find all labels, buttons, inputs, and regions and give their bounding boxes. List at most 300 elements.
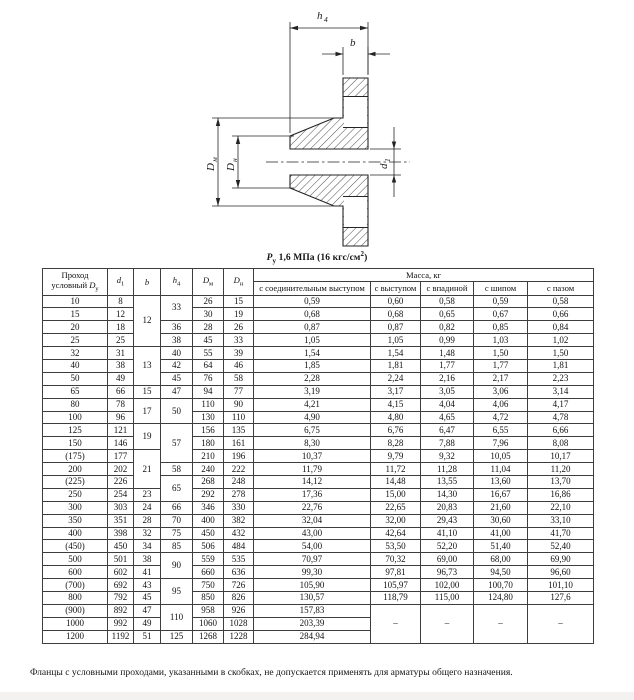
table-cell: 226 <box>108 475 134 488</box>
table-cell: 15 <box>43 308 108 321</box>
table-cell: 16,67 <box>474 488 528 501</box>
table-cell: 19 <box>134 424 161 450</box>
table-cell: 54,00 <box>254 540 371 553</box>
bolt-hole-upper <box>344 97 367 127</box>
table-cell: 6,66 <box>528 424 594 437</box>
table-cell: 125 <box>43 424 108 437</box>
table-cell: 0,67 <box>474 308 528 321</box>
table-cell: 58 <box>224 372 254 385</box>
table-cell: 500 <box>43 553 108 566</box>
table-cell: 69,90 <box>528 553 594 566</box>
table-cell: 792 <box>108 592 134 605</box>
table-row <box>43 604 594 617</box>
table-cell: 1228 <box>224 630 254 643</box>
table-cell: 826 <box>224 592 254 605</box>
table-cell: 85 <box>161 540 193 553</box>
table-cell: 45 <box>193 334 224 347</box>
table-cell: 125 <box>161 630 193 643</box>
table-cell: 105,90 <box>254 579 371 592</box>
table-cell: 68,00 <box>474 553 528 566</box>
table-cell: 3,14 <box>528 385 594 398</box>
table-cell: (900) <box>43 604 108 617</box>
table-cell: 42 <box>161 359 193 372</box>
table-cell: 3,05 <box>421 385 474 398</box>
table-cell: 30 <box>193 308 224 321</box>
table-cell: 41,70 <box>528 527 594 540</box>
table-cell: 351 <box>108 514 134 527</box>
table-cell: 100 <box>43 411 108 424</box>
col-header-mass-spigot: с шипом <box>474 282 528 295</box>
table-cell: 4,65 <box>421 411 474 424</box>
col-header-d1: $d_1$ <box>108 269 134 296</box>
table-cell: 16,86 <box>528 488 594 501</box>
table-cell: 95 <box>161 579 193 605</box>
table-cell: 800 <box>43 592 108 605</box>
table-cell: 156 <box>193 424 224 437</box>
table-cell: 177 <box>108 450 134 463</box>
table-cell: – <box>371 604 421 643</box>
table-cell: 2,28 <box>254 372 371 385</box>
table-cell: 240 <box>193 463 224 476</box>
table-cell: 0,59 <box>254 295 371 308</box>
table-cell: 130,57 <box>254 592 371 605</box>
table-cell: 4,78 <box>528 411 594 424</box>
table-cell: 2,17 <box>474 372 528 385</box>
table-cell: 46 <box>224 359 254 372</box>
table-cell: 31 <box>108 347 134 360</box>
table-cell: 7,96 <box>474 437 528 450</box>
table-cell: 292 <box>193 488 224 501</box>
table-row <box>43 553 594 566</box>
table-cell: 660 <box>193 566 224 579</box>
table-cell: 0,68 <box>254 308 371 321</box>
table-cell: 36 <box>161 321 193 334</box>
col-header-h4: $h_4$ <box>161 269 193 296</box>
table-cell: 9,79 <box>371 450 421 463</box>
table-cell: 1,02 <box>528 334 594 347</box>
table-cell: 110 <box>224 411 254 424</box>
flange-table <box>42 268 594 644</box>
table-cell: 65 <box>43 385 108 398</box>
table-cell: 1200 <box>43 630 108 643</box>
table-cell: 20,83 <box>421 501 474 514</box>
table-cell: (175) <box>43 450 108 463</box>
table-cell: 0,58 <box>528 295 594 308</box>
table-cell: 2,23 <box>528 372 594 385</box>
table-cell: 94,50 <box>474 566 528 579</box>
table-cell: 12 <box>108 308 134 321</box>
table-cell: 1,54 <box>254 347 371 360</box>
table-cell: 105,97 <box>371 579 421 592</box>
table-cell: 0,60 <box>371 295 421 308</box>
table-cell: 8,08 <box>528 437 594 450</box>
table-cell: (700) <box>43 579 108 592</box>
table-cell: 4,06 <box>474 398 528 411</box>
table-cell: 2,24 <box>371 372 421 385</box>
table-cell: 42,64 <box>371 527 421 540</box>
svg-text:h: h <box>317 10 323 22</box>
dim-dn <box>225 136 294 188</box>
table-cell: 6,75 <box>254 424 371 437</box>
table-cell: 0,58 <box>421 295 474 308</box>
table-cell: 484 <box>224 540 254 553</box>
table-row <box>43 347 594 360</box>
pressure-caption: $P_у$ 1,6 МПа (16 кгс/$см^2$) <box>266 250 368 266</box>
table-cell: 50 <box>161 398 193 424</box>
table-cell: 13,60 <box>474 475 528 488</box>
table-cell: 1,48 <box>421 347 474 360</box>
table-row <box>43 411 594 424</box>
table-cell: 65 <box>161 475 193 501</box>
caption-symbol: P <box>266 253 273 264</box>
table-cell: 25 <box>43 334 108 347</box>
flange-drawing <box>0 0 634 250</box>
col-header-mass-joint: с соединительным выступом <box>254 282 371 295</box>
table-cell: 4,04 <box>421 398 474 411</box>
table-cell: 559 <box>193 553 224 566</box>
table-cell: 96,73 <box>421 566 474 579</box>
table-cell: 10 <box>43 295 108 308</box>
table-cell: 49 <box>108 372 134 385</box>
table-row <box>43 359 594 372</box>
table-cell: 17,36 <box>254 488 371 501</box>
table-cell: 96,60 <box>528 566 594 579</box>
table-cell: 450 <box>193 527 224 540</box>
table-cell: 0,99 <box>421 334 474 347</box>
table-cell: 4,80 <box>371 411 421 424</box>
table-cell: 22,10 <box>528 501 594 514</box>
table-cell: 1,05 <box>371 334 421 347</box>
table-row <box>43 295 594 308</box>
table-cell: 210 <box>193 450 224 463</box>
table-cell: 6,76 <box>371 424 421 437</box>
table-cell: 50 <box>43 372 108 385</box>
table-cell: 11,20 <box>528 463 594 476</box>
table-cell: 180 <box>193 437 224 450</box>
table-cell: 602 <box>108 566 134 579</box>
table-cell: 9,32 <box>421 450 474 463</box>
table-cell: 0,59 <box>474 295 528 308</box>
table-body <box>43 295 594 643</box>
col-header-dy: Проход условный $D_у$ <box>43 269 108 296</box>
table-cell: 1,54 <box>371 347 421 360</box>
table-cell: 55 <box>193 347 224 360</box>
table-cell: 4,15 <box>371 398 421 411</box>
table-cell: 3,06 <box>474 385 528 398</box>
table-cell: 14,12 <box>254 475 371 488</box>
table-cell: 58 <box>161 463 193 476</box>
table-cell: 1,03 <box>474 334 528 347</box>
table-cell: 1000 <box>43 617 108 630</box>
table-cell: 4,17 <box>528 398 594 411</box>
table-cell: 11,28 <box>421 463 474 476</box>
table-cell: 161 <box>224 437 254 450</box>
table-cell: 1,77 <box>421 359 474 372</box>
table-row <box>43 463 594 476</box>
table-cell: 52,40 <box>528 540 594 553</box>
table-cell: 90 <box>161 553 193 579</box>
table-cell: 121 <box>108 424 134 437</box>
table-cell: 10,37 <box>254 450 371 463</box>
table-cell: 40 <box>43 359 108 372</box>
table-cell: 13,70 <box>528 475 594 488</box>
table-row <box>43 437 594 450</box>
table-cell: 41,00 <box>474 527 528 540</box>
table-cell: 926 <box>224 604 254 617</box>
table-cell: 39 <box>224 347 254 360</box>
table-cell: 100,70 <box>474 579 528 592</box>
table-cell: 0,82 <box>421 321 474 334</box>
table-cell: 12 <box>134 295 161 347</box>
table-cell: 66 <box>108 385 134 398</box>
table-cell: 51 <box>134 630 161 643</box>
table-cell: 254 <box>108 488 134 501</box>
table-cell: 124,80 <box>474 592 528 605</box>
table-cell: 992 <box>108 617 134 630</box>
table-cell: 33 <box>224 334 254 347</box>
table-cell: 1,05 <box>254 334 371 347</box>
table-cell: 0,85 <box>474 321 528 334</box>
table-cell: 0,68 <box>371 308 421 321</box>
svg-text:D: D <box>225 163 237 171</box>
table-cell: 47 <box>134 604 161 617</box>
table-cell: 278 <box>224 488 254 501</box>
table-cell: 13,55 <box>421 475 474 488</box>
table-cell: 0,87 <box>254 321 371 334</box>
table-cell: 1060 <box>193 617 224 630</box>
table-cell: 34 <box>134 540 161 553</box>
table-cell: 11,72 <box>371 463 421 476</box>
table-cell: 303 <box>108 501 134 514</box>
table-cell: 53,50 <box>371 540 421 553</box>
table-row <box>43 579 594 592</box>
col-header-mass-groove: с впадиной <box>421 282 474 295</box>
table-cell: 400 <box>193 514 224 527</box>
table-cell: 4,21 <box>254 398 371 411</box>
table-cell: 43 <box>134 579 161 592</box>
table-cell: 535 <box>224 553 254 566</box>
table-cell: 32,04 <box>254 514 371 527</box>
flange-drawing-svg <box>0 0 634 250</box>
svg-text:н: н <box>230 158 239 162</box>
table-cell: 52,20 <box>421 540 474 553</box>
table-cell: 636 <box>224 566 254 579</box>
col-header-mass-tongue: с выступом <box>371 282 421 295</box>
table-cell: 0,66 <box>528 308 594 321</box>
table-cell: 45 <box>161 372 193 385</box>
table-cell: 28 <box>134 514 161 527</box>
table-cell: 15 <box>224 295 254 308</box>
table-cell: 0,84 <box>528 321 594 334</box>
table-cell: 958 <box>193 604 224 617</box>
table-row <box>43 566 594 579</box>
table-cell: 75 <box>161 527 193 540</box>
table-cell: 450 <box>108 540 134 553</box>
table-cell: 268 <box>193 475 224 488</box>
svg-text:D: D <box>205 163 217 171</box>
table-cell: 3,19 <box>254 385 371 398</box>
header-row-1 <box>43 269 594 282</box>
table-cell: 22,65 <box>371 501 421 514</box>
table-cell: 127,6 <box>528 592 594 605</box>
col-header-dm: $D_м$ <box>193 269 224 296</box>
table-cell: 29,43 <box>421 514 474 527</box>
table-cell: 202 <box>108 463 134 476</box>
table-cell: 70,97 <box>254 553 371 566</box>
table-cell: 78 <box>108 398 134 411</box>
table-cell: 64 <box>193 359 224 372</box>
table-cell: 248 <box>224 475 254 488</box>
table-row <box>43 372 594 385</box>
table-cell: 26 <box>224 321 254 334</box>
table-cell: 32,00 <box>371 514 421 527</box>
col-header-dn: $D_н$ <box>224 269 254 296</box>
table-cell: 750 <box>193 579 224 592</box>
table-cell: 96 <box>108 411 134 424</box>
table-cell: 8,28 <box>371 437 421 450</box>
table-cell: 17 <box>134 398 161 424</box>
table-cell: – <box>421 604 474 643</box>
table-cell: 14,30 <box>421 488 474 501</box>
table-cell: 43,00 <box>254 527 371 540</box>
table-cell: 692 <box>108 579 134 592</box>
table-cell: 7,88 <box>421 437 474 450</box>
table-cell: 110 <box>161 604 193 630</box>
table-cell: 38 <box>108 359 134 372</box>
table-cell: 284,94 <box>254 630 371 643</box>
table-cell: 76 <box>193 372 224 385</box>
table-cell: 28 <box>193 321 224 334</box>
table-cell: 135 <box>224 424 254 437</box>
table-cell: 130 <box>193 411 224 424</box>
table-cell: 41 <box>134 566 161 579</box>
col-header-mass: Масса, кг <box>254 269 594 282</box>
table-cell: 80 <box>43 398 108 411</box>
table-cell: 15 <box>134 385 161 398</box>
table-cell: 38 <box>161 334 193 347</box>
table-cell: 70,32 <box>371 553 421 566</box>
table-cell: 22,76 <box>254 501 371 514</box>
table-cell: 21 <box>134 450 161 489</box>
table-cell: 11,04 <box>474 463 528 476</box>
table-cell: 47 <box>161 385 193 398</box>
bolt-hole-lower <box>344 197 367 227</box>
svg-text:4: 4 <box>324 15 328 24</box>
table-row <box>43 308 594 321</box>
table-cell: 51,40 <box>474 540 528 553</box>
table-row <box>43 424 594 437</box>
table-cell: 382 <box>224 514 254 527</box>
page-bottom-edge <box>0 692 634 700</box>
table-cell: 40 <box>161 347 193 360</box>
svg-text:b: b <box>350 37 356 49</box>
table-row <box>43 540 594 553</box>
table-row <box>43 592 594 605</box>
table-row <box>43 321 594 334</box>
table-cell: 69,00 <box>421 553 474 566</box>
table-cell: 21,60 <box>474 501 528 514</box>
table-cell: 726 <box>224 579 254 592</box>
col-header-b: b <box>134 269 161 296</box>
table-cell: 49 <box>134 617 161 630</box>
table-cell: 13 <box>134 347 161 386</box>
table-row <box>43 398 594 411</box>
table-cell: 1028 <box>224 617 254 630</box>
table-cell: 57 <box>161 424 193 463</box>
svg-text:d: d <box>378 163 390 169</box>
table-cell: 15,00 <box>371 488 421 501</box>
table-cell: 38 <box>134 553 161 566</box>
col-header-mass-recess: с пазом <box>528 282 594 295</box>
table-cell: 101,10 <box>528 579 594 592</box>
table-cell: 8,30 <box>254 437 371 450</box>
table-cell: 66 <box>161 501 193 514</box>
table-cell: 1,81 <box>528 359 594 372</box>
table-cell: 222 <box>224 463 254 476</box>
footnote: Фланцы с условными проходами, указанными в скобках, не допускается применять для арматуры общего назначения. <box>30 667 513 678</box>
table-cell: 11,79 <box>254 463 371 476</box>
table-row <box>43 475 594 488</box>
table-cell: 1268 <box>193 630 224 643</box>
table-cell: 24 <box>134 501 161 514</box>
table-cell: 1192 <box>108 630 134 643</box>
table-row <box>43 527 594 540</box>
table-cell: (450) <box>43 540 108 553</box>
table-cell: 77 <box>224 385 254 398</box>
table-cell: 8 <box>108 295 134 308</box>
table-cell: 501 <box>108 553 134 566</box>
table-row <box>43 488 594 501</box>
table-cell: 45 <box>134 592 161 605</box>
table-cell: 300 <box>43 501 108 514</box>
table-row <box>43 334 594 347</box>
table-cell: 19 <box>224 308 254 321</box>
table-cell: 90 <box>224 398 254 411</box>
svg-text:1: 1 <box>383 158 392 162</box>
table-cell: 1,50 <box>474 347 528 360</box>
table-cell: 70 <box>161 514 193 527</box>
table-cell: 398 <box>108 527 134 540</box>
table-cell: 14,48 <box>371 475 421 488</box>
table-cell: 33 <box>161 295 193 321</box>
table-cell: 20 <box>43 321 108 334</box>
table-cell: – <box>528 604 594 643</box>
table-cell: 110 <box>193 398 224 411</box>
table-cell: 6,55 <box>474 424 528 437</box>
table-cell: 6,47 <box>421 424 474 437</box>
table-cell: 600 <box>43 566 108 579</box>
table-cell: 346 <box>193 501 224 514</box>
table-cell: 400 <box>43 527 108 540</box>
table-cell: 94 <box>193 385 224 398</box>
table-cell: 150 <box>43 437 108 450</box>
table-cell: 432 <box>224 527 254 540</box>
table-cell: 32 <box>134 527 161 540</box>
table-cell: (225) <box>43 475 108 488</box>
table-cell: 1,81 <box>371 359 421 372</box>
table-cell: 1,77 <box>474 359 528 372</box>
table-cell: 18 <box>108 321 134 334</box>
table-cell: 350 <box>43 514 108 527</box>
table-cell: 330 <box>224 501 254 514</box>
table-cell: 4,90 <box>254 411 371 424</box>
table-cell: 30,60 <box>474 514 528 527</box>
table-cell: 1,85 <box>254 359 371 372</box>
table-cell: 102,00 <box>421 579 474 592</box>
table-row <box>43 385 594 398</box>
table-cell: 250 <box>43 488 108 501</box>
table-cell: 33,10 <box>528 514 594 527</box>
